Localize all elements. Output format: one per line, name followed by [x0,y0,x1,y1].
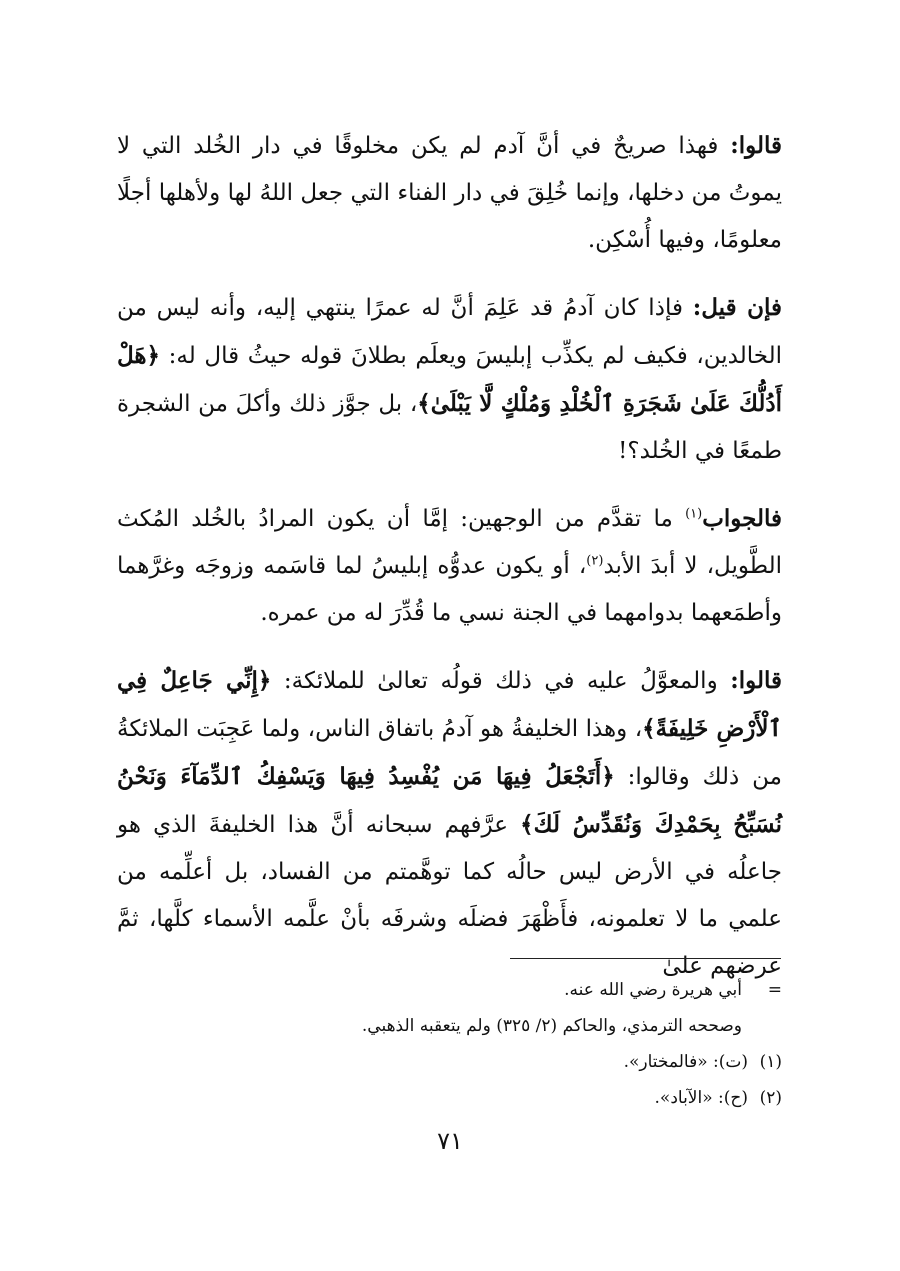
footnote-separator [510,958,781,959]
quran-verse: ﴿أَتَجْعَلُ فِيهَا مَن يُفْسِدُ فِيهَا وَيَسْفِكُ ٱلدِّمَآءَ وَنَحْنُ نُسَبِّحُ بِحَمْدِكَ وَنُقَدِّسُ لَكَ﴾ [117,763,782,838]
page-number: ٧١ [437,1127,463,1155]
footnote-text: (ت): «فالمختار». [623,1052,748,1072]
paragraph-text: فهذا صريحٌ في أنَّ آدم لم يكن مخلوقًا في دار الخُلد التي لا يموتُ من دخلها، وإنما خُلِقَ في دار الفناء التي جعل اللهُ لها ولأهلها أجلًا معلومًا، وفيها أُسْكِن. [117,133,782,253]
footnote-continuation-line [250,1008,782,1044]
footnote-ref-2[interactable]: (٢) [586,553,604,569]
paragraph-lead: قالوا: [730,667,782,694]
footnotes [250,972,782,1116]
paragraph-lead: فإن قيل: [692,294,782,321]
main-text [117,122,782,1010]
footnote-2 [250,1080,782,1116]
footnote-number: (١) [759,1052,782,1072]
paragraph-lead: قالوا: [730,132,782,159]
paragraph-4 [117,657,782,990]
quran-verse: ﴿هَلْ أَدُلُّكَ عَلَىٰ شَجَرَةِ ٱلْخُلْدِ وَمُلْكٍ لَّا يَبْلَىٰ﴾ [117,342,782,417]
paragraph-1 [117,122,782,264]
paragraph-2 [117,284,782,475]
paragraph-text: عرَّفهم سبحانه أنَّ هذا الخليفةَ الذي هو جاعلُه في الأرض ليس حالُه كما توهَّمتم من الفساد، بل أعلِّمه من علمي ما لا تعلمونه، فأَظْهَرَ فضلَه وشرفَه بأنْ علَّمه الأسماء كلَّها، ثمَّ عرضهم علىٰ [117,812,782,979]
footnote-ref-1[interactable]: (١) [685,506,703,522]
footnote-text: أبي هريرة رضي الله عنه. [564,980,742,1000]
paragraph-text: والمعوَّلُ عليه في ذلك قولُه تعالىٰ للملائكة: [271,668,731,694]
paragraph-text: ما تقدَّم من الوجهين: إمَّا أن يكون المرادُ بالخُلد المُكث الطَّويل، لا أبدَ الأبد [117,506,782,579]
continuation-mark: = [767,980,782,1000]
footnote-text: (ح): «الآباد». [654,1088,748,1108]
paragraph-text: ، وهذا الخليفةُ هو آدمُ باتفاق الناس، ولما عَجِبَت الملائكةُ من ذلك وقالوا: [117,716,782,790]
paragraph-text: ، بل جوَّز ذلك وأكلَ من الشجرة طمعًا في الخُلد؟! [117,391,782,464]
paragraph-text: ، أو يكون عدوُّه إبليسُ لما قاسَمه وزوجَه وغرَّهما وأطمَعهما بدوامهما في الجنة نسي ما قُدِّرَ له من عمره. [117,553,782,626]
footnote-1 [250,1044,782,1080]
footnote-number: (٢) [759,1088,782,1108]
footnote-continuation [250,972,782,1008]
quran-verse: ﴿إِنِّي جَاعِلٌ فِي ٱلْأَرْضِ خَلِيفَةً﴾ [117,667,782,742]
paragraph-lead: فالجواب [702,505,782,532]
paragraph-3 [117,495,782,637]
footnote-text: وصححه الترمذي، والحاكم (٢/ ٣٢٥) ولم يتعقبه الذهبي. [361,1016,742,1036]
paragraph-text: فإذا كان آدمُ قد عَلِمَ أنَّ له عمرًا ينتهي إليه، وأنه ليس من الخالدين، فكيف لم يكذِّب إبليسَ ويعلَم بطلانَ قوله حيثُ قال له: [117,295,782,369]
